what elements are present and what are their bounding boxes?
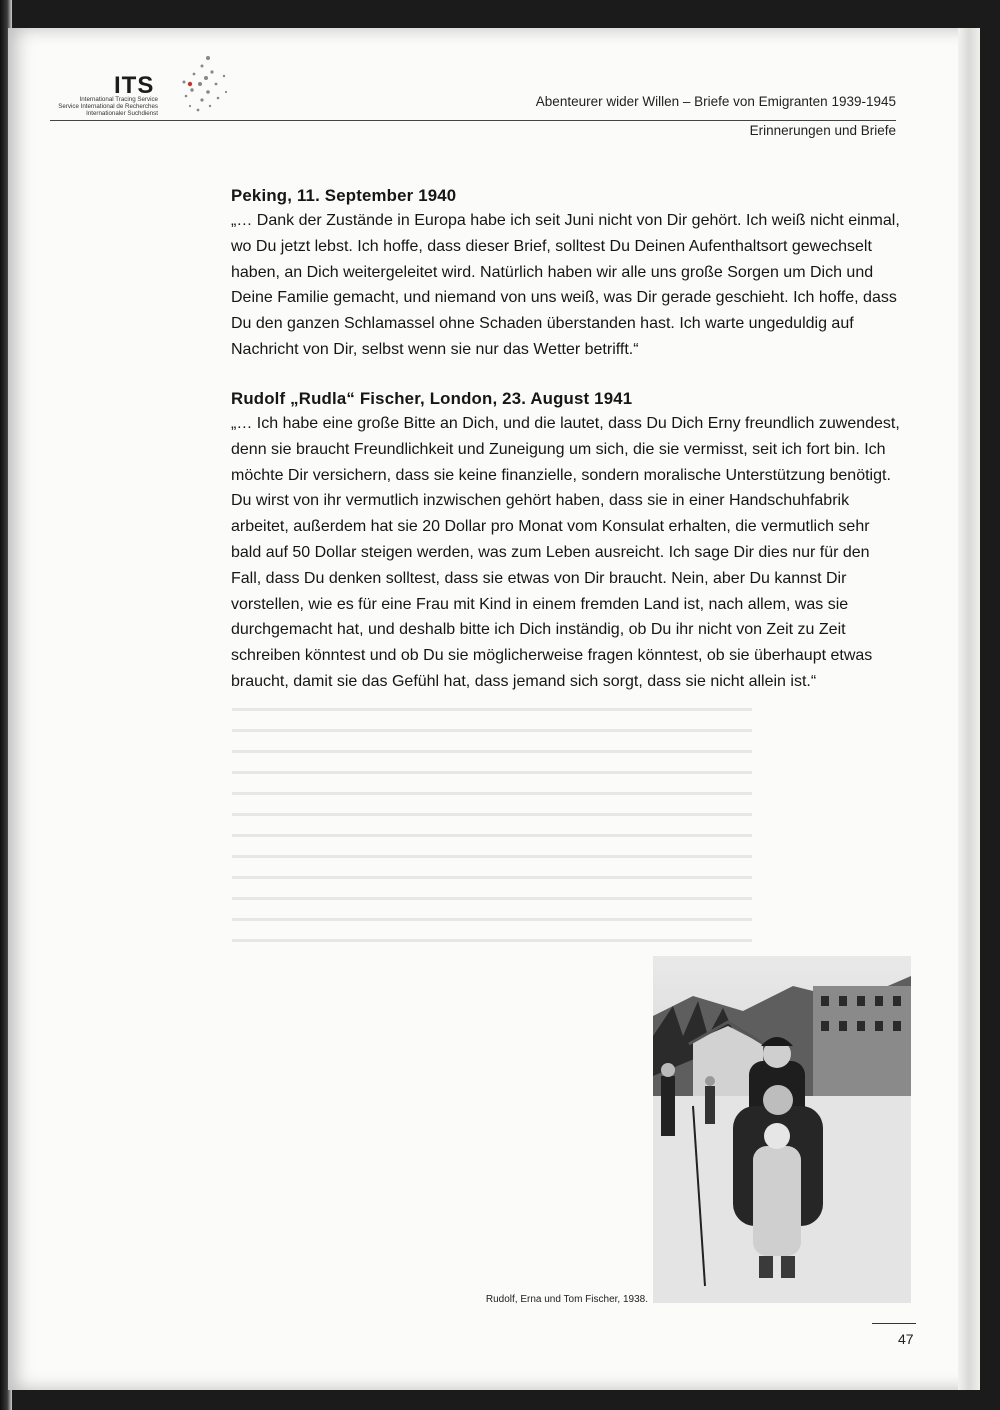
family-photo: [653, 956, 911, 1303]
logo-wordmark: ITS: [114, 72, 155, 99]
photo-image: [653, 956, 911, 1303]
logo-line: International Tracing Service: [79, 96, 158, 103]
section-title: Erinnerungen und Briefe: [749, 123, 896, 138]
running-title: Abenteurer wider Willen – Briefe von Emigranten 1939-1945: [535, 94, 896, 109]
show-through-text: [232, 700, 752, 960]
logo-lines: [40, 96, 158, 117]
logo-line: Internationaler Suchdienst: [86, 110, 158, 117]
letter-body: „… Ich habe eine große Bitte an Dich, und die lautet, dass Du Dich Erny freundlich zuwendest, denn sie braucht Freundlichkeit und Zuneigung um sich, die sie vermisst, seit ich fort bin. Ich möchte Dir versichern, dass sie keine finanzielle, sondern moralische Unterstützung benötigt. Du wirst von ihr vermutlich inzwischen gehört haben, dass sie in einer Handschuhfabrik arbeitet, außerdem hat sie 20 Dollar pro Monat vom Konsulat erhalten, die vermutlich sehr bald auf 50 Dollar steigen werden, was zum Leben ausreicht. Ich sage Dir dies nur für den Fall, dass Du denken solltest, dass sie etwas von Dir braucht. Nein, aber Du kannst Dir vorstellen, wie es für eine Frau mit Kind in einem fremden Land ist, nach allem, was sie durchgemacht hat, und deshalb bitte ich Dich inständig, ob Du ihr nicht von Zeit zu Zeit schreiben könntest und ob Du sie möglicherweise fragen könntest, ob sie überhaupt etwas braucht, damit sie das Gefühl hat, dass jemand sich sorgt, dass sie nicht allein ist.“: [231, 415, 900, 690]
dots-graphic: [148, 54, 248, 124]
page-number-rule: [872, 1323, 916, 1324]
header-rule: [50, 120, 896, 121]
letter-body: „… Dank der Zustände in Europa habe ich seit Juni nicht von Dir gehört. Ich weiß nicht einmal, wo Du jetzt lebst. Ich hoffe, dass dieser Brief, solltest Du Deinen Aufenthaltsort gewechselt haben, an Dich weitergeleitet wird. Natürlich haben wir alle uns große Sorgen um Dich und Deine Familie gemacht, und niemand von uns weiß, was Dir gerade geschieht. Ich hoffe, dass Du den ganzen Schlamassel ohne Schaden überstanden hast. Ich warte ungeduldig auf Nachricht von Dir, selbst wenn sie nur das Wetter betrifft.“: [231, 212, 900, 358]
page-edge: [958, 28, 980, 1390]
logo-line: Service International de Recherches: [58, 103, 158, 110]
letter-heading: Rudolf „Rudla“ Fischer, London, 23. August 1941: [231, 389, 633, 408]
letter-london: [231, 389, 903, 695]
photo-caption: Rudolf, Erna und Tom Fischer, 1938.: [485, 1294, 648, 1305]
letter-peking: [231, 186, 903, 363]
page-number: 47: [898, 1331, 914, 1347]
its-logo: [40, 54, 220, 126]
letter-heading: Peking, 11. September 1940: [231, 186, 457, 205]
